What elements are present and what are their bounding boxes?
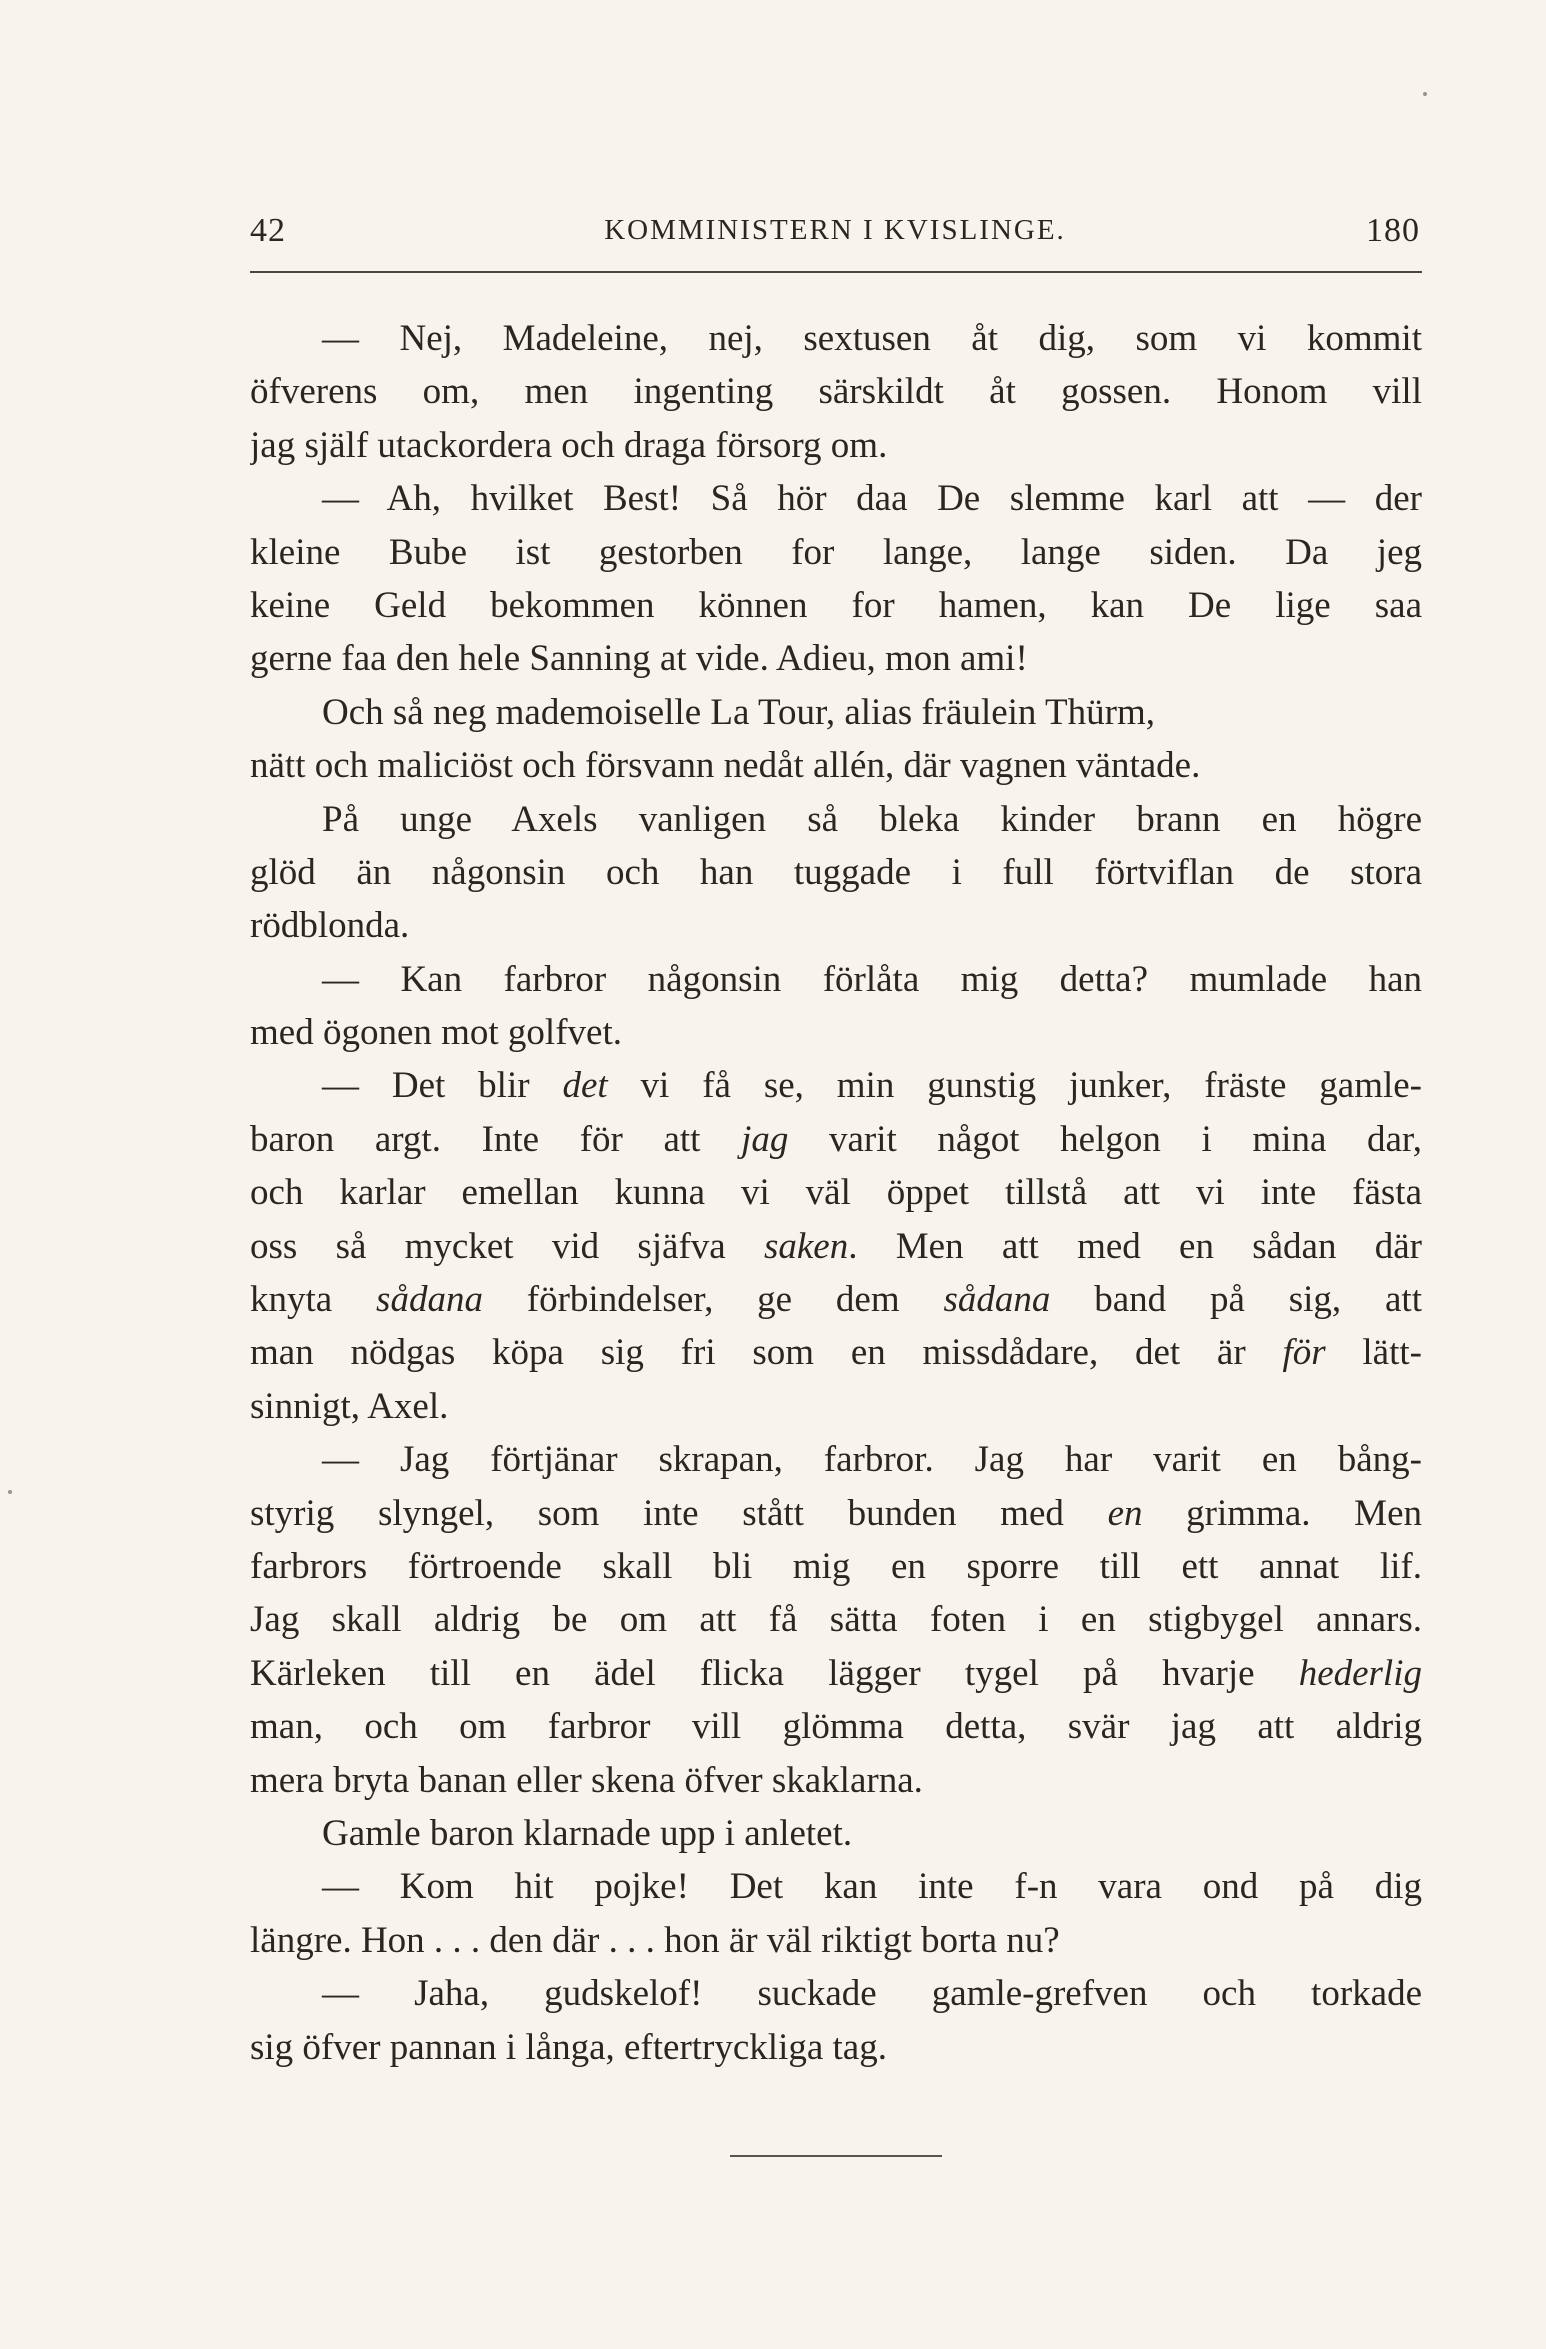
text-segment: man nödgas köpa sig fri som en missdådare, det är — [250, 1332, 1283, 1374]
text-line — [250, 1807, 1422, 1860]
text-segment: . Men att med en sådan där — [848, 1225, 1422, 1267]
text-segment: längre. Hon . . . den där . . . hon är väl riktigt borta nu? — [250, 1919, 1060, 1961]
text-line — [250, 1647, 1422, 1700]
italic-emphasis: det — [562, 1065, 608, 1107]
text-segment: baron argt. Inte för att — [250, 1118, 742, 1160]
text-segment: oss så mycket vid sjäfva — [250, 1225, 764, 1267]
italic-emphasis: saken — [763, 1225, 849, 1267]
text-segment: — Nej, Madeleine, nej, sextusen åt dig, som vi kommit — [322, 318, 1422, 359]
text-segment: mera bryta banan eller skena öfver skaklarna. — [250, 1759, 923, 1801]
text-segment: sinnigt, Axel. — [250, 1385, 449, 1427]
text-segment: öfverens om, men ingenting särskildt åt gossen. Honom vill — [250, 371, 1422, 413]
text-segment: keine Geld bekommen können for hamen, kan De lige saa — [250, 584, 1422, 626]
text-line — [250, 1166, 1422, 1219]
text-line — [250, 632, 1422, 685]
text-segment: Kärleken till en ädel flicka lägger tygel på hvarje — [250, 1652, 1299, 1694]
text-line — [250, 1914, 1422, 1967]
text-segment: nätt och maliciöst och försvann nedåt allén, där vagnen väntade. — [250, 745, 1201, 787]
text-line — [250, 1380, 1422, 1433]
paper-speck — [8, 1490, 12, 1494]
text-line — [250, 1487, 1422, 1540]
body-text — [250, 312, 1422, 2074]
text-line — [250, 1113, 1422, 1166]
text-segment: glöd än någonsin och han tuggade i full förtviflan de stora — [250, 851, 1422, 893]
text-line — [250, 1273, 1422, 1326]
running-header — [250, 212, 1420, 272]
text-line — [250, 686, 1422, 739]
text-segment: varit något helgon i mina dar, — [788, 1118, 1422, 1160]
text-line — [250, 419, 1422, 472]
italic-emphasis: för — [1282, 1332, 1326, 1374]
text-segment: grimma. Men — [1142, 1492, 1422, 1534]
text-segment: rödblonda. — [250, 905, 410, 947]
text-line — [250, 365, 1422, 418]
text-line — [250, 1700, 1422, 1753]
text-line — [250, 1059, 1422, 1112]
running-title: KOMMINISTERN I KVISLINGE. — [604, 214, 1066, 246]
text-line — [250, 312, 1422, 365]
text-segment: Gamle baron klarnade upp i anletet. — [322, 1812, 853, 1854]
text-line — [250, 793, 1422, 846]
text-line — [250, 1860, 1422, 1913]
text-segment: med ögonen mot golfvet. — [250, 1012, 622, 1054]
header-rule — [250, 271, 1422, 273]
text-segment: — Jag förtjänar skrapan, farbror. Jag har varit en bång- — [322, 1439, 1422, 1481]
text-line — [250, 846, 1422, 899]
italic-emphasis: sådana — [943, 1279, 1051, 1321]
paper-speck — [1423, 92, 1427, 96]
text-line — [250, 1540, 1422, 1593]
text-segment: knyta — [250, 1279, 377, 1321]
text-segment: och karlar emellan kunna vi väl öppet tillstå att vi inte fästa — [250, 1172, 1422, 1214]
text-line — [250, 2021, 1422, 2074]
text-segment: vi få se, min gunstig junker, fräste gamle- — [607, 1065, 1422, 1107]
text-line — [250, 953, 1422, 1006]
text-line — [250, 1754, 1422, 1807]
text-line — [250, 1967, 1422, 2020]
text-segment: — Jaha, gudskelof! suckade gamle-grefven och torkade — [322, 1973, 1422, 2015]
text-segment: styrig slyngel, som inte stått bunden med — [250, 1492, 1108, 1534]
text-line — [250, 1326, 1422, 1379]
text-segment: — Ah, hvilket Best! Så hör daa De slemme karl att — der — [322, 478, 1422, 520]
text-segment: jag själf utackordera och draga försorg om. — [250, 424, 888, 466]
text-segment: — Det blir — [322, 1065, 563, 1107]
text-line — [250, 1220, 1422, 1273]
text-line — [250, 579, 1422, 632]
text-segment: — Kom hit pojke! Det kan inte f-n vara ond på dig — [322, 1866, 1422, 1908]
text-segment: På unge Axels vanligen så bleka kinder brann en högre — [322, 798, 1422, 840]
text-segment: gerne faa den hele Sanning at vide. Adieu, mon ami! — [250, 638, 1028, 680]
text-line — [250, 1433, 1422, 1486]
text-segment: lätt- — [1325, 1332, 1422, 1374]
italic-emphasis: jag — [741, 1118, 789, 1160]
text-line — [250, 1006, 1422, 1059]
page-number-left: 42 — [250, 212, 286, 249]
text-line — [250, 472, 1422, 525]
text-segment: band på sig, att — [1050, 1279, 1422, 1321]
text-segment: sig öfver pannan i långa, eftertryckliga tag. — [250, 2026, 887, 2068]
text-segment: kleine Bube ist gestorben for lange, lange siden. Da jeg — [250, 531, 1422, 573]
page-number-right: 180 — [1366, 212, 1420, 249]
text-segment: Och så neg mademoiselle La Tour, alias fräulein Thürm, — [322, 691, 1155, 733]
text-line — [250, 899, 1422, 952]
text-segment: farbrors förtroende skall bli mig en sporre till ett annat lif. — [250, 1545, 1422, 1587]
italic-emphasis: en — [1107, 1492, 1143, 1534]
text-segment: förbindelser, ge dem — [482, 1279, 944, 1321]
italic-emphasis: hederlig — [1298, 1652, 1422, 1694]
text-segment: man, och om farbror vill glömma detta, svär jag att aldrig — [250, 1706, 1422, 1748]
text-line — [250, 739, 1422, 792]
text-line — [250, 1593, 1422, 1646]
text-segment: — Kan farbror någonsin förlåta mig detta? mumlade han — [322, 958, 1422, 1000]
text-segment: Jag skall aldrig be om att få sätta foten i en stigbygel annars. — [250, 1599, 1422, 1641]
end-rule — [730, 2155, 942, 2157]
text-line — [250, 526, 1422, 579]
italic-emphasis: sådana — [376, 1279, 483, 1321]
